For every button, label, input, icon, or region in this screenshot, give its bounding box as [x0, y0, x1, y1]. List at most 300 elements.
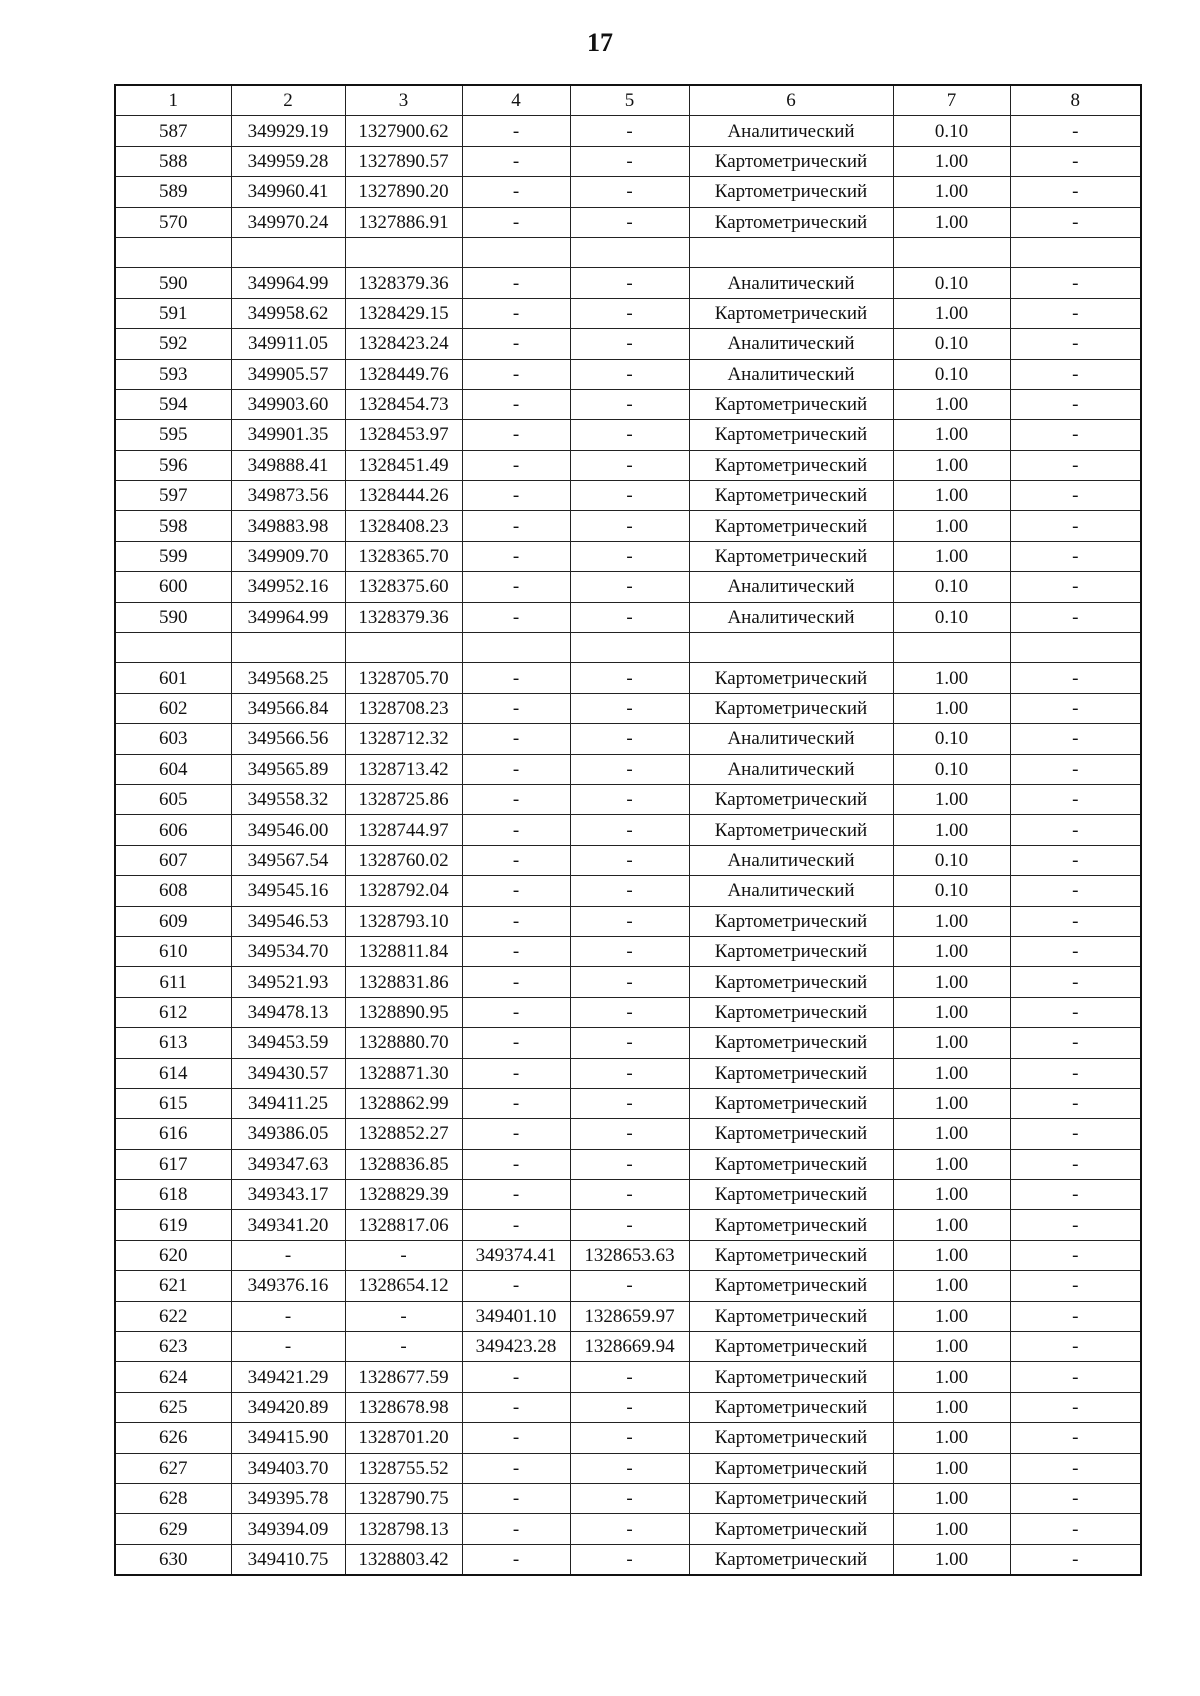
- table-cell-col-6: Картометрический: [689, 1514, 893, 1544]
- table-cell-col-3: 1328677.59: [345, 1362, 462, 1392]
- table-cell-col-6: Картометрический: [689, 1483, 893, 1513]
- table-cell-col-5: -: [570, 541, 689, 571]
- table-cell-col-4: -: [462, 389, 570, 419]
- table-cell-col-6: Аналитический: [689, 602, 893, 632]
- table-cell-col-7: 1.00: [893, 389, 1010, 419]
- table-cell-col-7: 1.00: [893, 693, 1010, 723]
- table-row: [115, 268, 1141, 298]
- table-cell-col-4: 349374.41: [462, 1240, 570, 1270]
- table-cell-col-4: -: [462, 663, 570, 693]
- table-row: [115, 693, 1141, 723]
- table-cell-col-5: -: [570, 997, 689, 1027]
- table-cell-col-4: -: [462, 450, 570, 480]
- table-cell-col-6: Картометрический: [689, 541, 893, 571]
- table-cell-col-6: Картометрический: [689, 511, 893, 541]
- table-cell-col-5: -: [570, 1544, 689, 1575]
- column-header-5: 5: [570, 85, 689, 116]
- table-row: [115, 754, 1141, 784]
- table-cell-col-7: 1.00: [893, 997, 1010, 1027]
- table-cell-col-6: Картометрический: [689, 1058, 893, 1088]
- table-cell-col-2: 349565.89: [231, 754, 345, 784]
- table-cell-col-8: -: [1010, 1119, 1141, 1149]
- table-cell-col-6: Картометрический: [689, 1423, 893, 1453]
- table-cell-col-2: 349911.05: [231, 329, 345, 359]
- table-cell-col-4: -: [462, 1544, 570, 1575]
- table-cell-col-2: 349341.20: [231, 1210, 345, 1240]
- table-cell-col-1: [115, 237, 231, 267]
- table-cell-col-2: 349929.19: [231, 116, 345, 146]
- table-cell-col-6: Картометрический: [689, 450, 893, 480]
- table-cell-col-8: -: [1010, 997, 1141, 1027]
- table-cell-col-4: 349401.10: [462, 1301, 570, 1331]
- table-row: [115, 936, 1141, 966]
- table-row: [115, 1453, 1141, 1483]
- table-cell-col-2: 349873.56: [231, 481, 345, 511]
- table-cell-col-1: 625: [115, 1392, 231, 1422]
- table-cell-col-7: 1.00: [893, 450, 1010, 480]
- table-cell-col-3: 1327900.62: [345, 116, 462, 146]
- table-cell-col-1: 623: [115, 1332, 231, 1362]
- table-cell-col-1: 613: [115, 1028, 231, 1058]
- table-cell-col-3: 1328379.36: [345, 602, 462, 632]
- table-cell-col-1: 617: [115, 1149, 231, 1179]
- table-cell-col-4: -: [462, 268, 570, 298]
- table-cell-col-1: 590: [115, 268, 231, 298]
- column-header-7: 7: [893, 85, 1010, 116]
- table-cell-col-2: -: [231, 1240, 345, 1270]
- column-header-2: 2: [231, 85, 345, 116]
- table-cell-col-4: -: [462, 997, 570, 1027]
- table-cell-col-3: 1328451.49: [345, 450, 462, 480]
- column-header-3: 3: [345, 85, 462, 116]
- table-cell-col-7: 1.00: [893, 1058, 1010, 1088]
- table-cell-col-5: -: [570, 876, 689, 906]
- table-cell-col-1: 611: [115, 967, 231, 997]
- table-cell-col-5: -: [570, 389, 689, 419]
- table-cell-col-2: 349347.63: [231, 1149, 345, 1179]
- table-row: [115, 177, 1141, 207]
- table-cell-col-5: -: [570, 1514, 689, 1544]
- table-cell-col-5: -: [570, 1028, 689, 1058]
- table-cell-col-8: -: [1010, 1362, 1141, 1392]
- table-row: [115, 359, 1141, 389]
- table-cell-col-1: 628: [115, 1483, 231, 1513]
- table-cell-col-1: 629: [115, 1514, 231, 1544]
- table-cell-col-8: -: [1010, 876, 1141, 906]
- table-cell-col-1: 601: [115, 663, 231, 693]
- table-cell-col-4: -: [462, 420, 570, 450]
- table-cell-col-1: 612: [115, 997, 231, 1027]
- table-row: [115, 602, 1141, 632]
- table-cell-col-8: -: [1010, 1028, 1141, 1058]
- table-cell-col-4: -: [462, 845, 570, 875]
- column-header-6: 6: [689, 85, 893, 116]
- table-cell-col-4: -: [462, 146, 570, 176]
- separator-row: [115, 237, 1141, 267]
- table-cell-col-7: 0.10: [893, 572, 1010, 602]
- table-row: [115, 450, 1141, 480]
- table-row: [115, 420, 1141, 450]
- table-cell-col-6: Картометрический: [689, 693, 893, 723]
- table-cell-col-1: 593: [115, 359, 231, 389]
- page-number: 17: [587, 28, 613, 57]
- table-cell-col-7: 1.00: [893, 1392, 1010, 1422]
- table-cell-col-6: Картометрический: [689, 1544, 893, 1575]
- table-row: [115, 1423, 1141, 1453]
- table-cell-col-2: 349959.28: [231, 146, 345, 176]
- table-cell-col-2: 349958.62: [231, 298, 345, 328]
- table-cell-col-2: 349546.53: [231, 906, 345, 936]
- table-cell-col-5: -: [570, 602, 689, 632]
- table-cell-col-2: 349521.93: [231, 967, 345, 997]
- table-row: [115, 1332, 1141, 1362]
- table-cell-col-7: 1.00: [893, 146, 1010, 176]
- table-cell-col-7: [893, 237, 1010, 267]
- table-cell-col-1: 588: [115, 146, 231, 176]
- table-cell-col-3: -: [345, 1240, 462, 1270]
- table-row: [115, 1240, 1141, 1270]
- table-cell-col-5: -: [570, 906, 689, 936]
- table-row: [115, 329, 1141, 359]
- table-row: [115, 1544, 1141, 1575]
- table-cell-col-3: 1328744.97: [345, 815, 462, 845]
- column-header-4: 4: [462, 85, 570, 116]
- table-row: [115, 906, 1141, 936]
- table-cell-col-4: -: [462, 1119, 570, 1149]
- table-cell-col-7: [893, 633, 1010, 663]
- table-cell-col-8: -: [1010, 1240, 1141, 1270]
- table-cell-col-3: 1328375.60: [345, 572, 462, 602]
- table-cell-col-3: 1328871.30: [345, 1058, 462, 1088]
- table-cell-col-6: Картометрический: [689, 906, 893, 936]
- table-cell-col-8: -: [1010, 845, 1141, 875]
- table-cell-col-4: -: [462, 1028, 570, 1058]
- table-cell-col-6: Картометрический: [689, 936, 893, 966]
- table-cell-col-3: 1328890.95: [345, 997, 462, 1027]
- table-cell-col-1: 606: [115, 815, 231, 845]
- table-row: [115, 876, 1141, 906]
- table-row: [115, 815, 1141, 845]
- table-cell-col-8: -: [1010, 1423, 1141, 1453]
- table-cell-col-2: 349411.25: [231, 1088, 345, 1118]
- table-cell-col-7: 1.00: [893, 784, 1010, 814]
- table-cell-col-2: 349905.57: [231, 359, 345, 389]
- table-cell-col-3: 1327890.57: [345, 146, 462, 176]
- table-cell-col-7: 0.10: [893, 602, 1010, 632]
- table-cell-col-5: -: [570, 1088, 689, 1118]
- table-cell-col-3: 1328792.04: [345, 876, 462, 906]
- table-cell-col-1: 614: [115, 1058, 231, 1088]
- table-cell-col-6: Картометрический: [689, 1332, 893, 1362]
- table-cell-col-2: 349909.70: [231, 541, 345, 571]
- table-cell-col-6: Аналитический: [689, 876, 893, 906]
- table-cell-col-6: Картометрический: [689, 177, 893, 207]
- table-cell-col-3: 1328712.32: [345, 724, 462, 754]
- table-cell-col-8: -: [1010, 815, 1141, 845]
- table-cell-col-3: 1328798.13: [345, 1514, 462, 1544]
- table-cell-col-8: -: [1010, 511, 1141, 541]
- table-cell-col-4: 349423.28: [462, 1332, 570, 1362]
- table-cell-col-4: -: [462, 1180, 570, 1210]
- table-cell-col-8: -: [1010, 967, 1141, 997]
- table-cell-col-7: 1.00: [893, 1544, 1010, 1575]
- table-cell-col-4: -: [462, 906, 570, 936]
- table-cell-col-2: 349888.41: [231, 450, 345, 480]
- table-cell-col-1: 626: [115, 1423, 231, 1453]
- table-cell-col-3: 1327886.91: [345, 207, 462, 237]
- table-cell-col-4: -: [462, 1453, 570, 1483]
- table-cell-col-4: -: [462, 207, 570, 237]
- table-cell-col-4: -: [462, 1362, 570, 1392]
- table-cell-col-2: 349534.70: [231, 936, 345, 966]
- table-cell-col-8: -: [1010, 481, 1141, 511]
- table-cell-col-3: 1328708.23: [345, 693, 462, 723]
- table-cell-col-2: 349545.16: [231, 876, 345, 906]
- table-cell-col-6: Картометрический: [689, 1271, 893, 1301]
- table-cell-col-8: -: [1010, 1483, 1141, 1513]
- table-cell-col-6: Картометрический: [689, 481, 893, 511]
- table-cell-col-3: -: [345, 1301, 462, 1331]
- table-cell-col-5: -: [570, 1058, 689, 1088]
- table-cell-col-8: -: [1010, 359, 1141, 389]
- table-cell-col-7: 1.00: [893, 936, 1010, 966]
- table-row: [115, 997, 1141, 1027]
- table-cell-col-8: [1010, 633, 1141, 663]
- table-cell-col-4: [462, 633, 570, 663]
- table-cell-col-1: 630: [115, 1544, 231, 1575]
- table-cell-col-7: 1.00: [893, 1149, 1010, 1179]
- table-row: [115, 1362, 1141, 1392]
- table-row: [115, 298, 1141, 328]
- table-cell-col-3: 1328831.86: [345, 967, 462, 997]
- table-cell-col-6: [689, 633, 893, 663]
- table-cell-col-4: -: [462, 1149, 570, 1179]
- table-cell-col-7: 1.00: [893, 177, 1010, 207]
- table-cell-col-8: -: [1010, 1058, 1141, 1088]
- table-cell-col-2: 349964.99: [231, 268, 345, 298]
- table-cell-col-8: -: [1010, 1544, 1141, 1575]
- table-cell-col-5: 1328659.97: [570, 1301, 689, 1331]
- table-cell-col-5: -: [570, 1423, 689, 1453]
- table-cell-col-1: 621: [115, 1271, 231, 1301]
- table-cell-col-4: -: [462, 511, 570, 541]
- table-cell-col-5: -: [570, 1210, 689, 1240]
- table-row: [115, 724, 1141, 754]
- table-cell-col-5: -: [570, 177, 689, 207]
- table-cell-col-4: -: [462, 724, 570, 754]
- table-cell-col-6: Аналитический: [689, 754, 893, 784]
- table-row: [115, 1058, 1141, 1088]
- table-cell-col-8: -: [1010, 177, 1141, 207]
- table-cell-col-8: -: [1010, 572, 1141, 602]
- table-cell-col-7: 1.00: [893, 1028, 1010, 1058]
- table-row: [115, 967, 1141, 997]
- table-cell-col-3: 1328811.84: [345, 936, 462, 966]
- table-cell-col-1: 589: [115, 177, 231, 207]
- table-cell-col-6: Картометрический: [689, 1362, 893, 1392]
- table-cell-col-7: 1.00: [893, 1514, 1010, 1544]
- table-cell-col-7: 1.00: [893, 815, 1010, 845]
- table-cell-col-3: 1328836.85: [345, 1149, 462, 1179]
- table-cell-col-5: -: [570, 207, 689, 237]
- table-cell-col-3: 1328817.06: [345, 1210, 462, 1240]
- table-cell-col-1: 590: [115, 602, 231, 632]
- table-cell-col-2: 349960.41: [231, 177, 345, 207]
- table-cell-col-6: Картометрический: [689, 1149, 893, 1179]
- table-cell-col-5: -: [570, 754, 689, 784]
- table-cell-col-3: 1328365.70: [345, 541, 462, 571]
- table-cell-col-3: 1328449.76: [345, 359, 462, 389]
- table-cell-col-4: -: [462, 784, 570, 814]
- table-cell-col-8: -: [1010, 116, 1141, 146]
- table-cell-col-5: -: [570, 845, 689, 875]
- table-cell-col-6: Картометрический: [689, 207, 893, 237]
- table-cell-col-2: -: [231, 1301, 345, 1331]
- table-row: [115, 1088, 1141, 1118]
- table-row: [115, 541, 1141, 571]
- table-cell-col-7: 1.00: [893, 1362, 1010, 1392]
- table-row: [115, 784, 1141, 814]
- table-cell-col-7: 0.10: [893, 876, 1010, 906]
- table-row: [115, 389, 1141, 419]
- table-cell-col-4: -: [462, 1423, 570, 1453]
- table-cell-col-1: 594: [115, 389, 231, 419]
- table-cell-col-8: -: [1010, 1210, 1141, 1240]
- table-cell-col-8: -: [1010, 1392, 1141, 1422]
- table-cell-col-5: -: [570, 1483, 689, 1513]
- table-cell-col-8: -: [1010, 207, 1141, 237]
- table-row: [115, 1392, 1141, 1422]
- table-cell-col-7: 1.00: [893, 298, 1010, 328]
- table-cell-col-7: 1.00: [893, 541, 1010, 571]
- table-cell-col-5: -: [570, 936, 689, 966]
- table-cell-col-3: 1328705.70: [345, 663, 462, 693]
- table-row: [115, 146, 1141, 176]
- table-cell-col-1: 610: [115, 936, 231, 966]
- table-cell-col-1: 616: [115, 1119, 231, 1149]
- table-cell-col-2: 349883.98: [231, 511, 345, 541]
- table-cell-col-2: 349421.29: [231, 1362, 345, 1392]
- table-row: [115, 845, 1141, 875]
- table-cell-col-2: 349568.25: [231, 663, 345, 693]
- table-cell-col-4: [462, 237, 570, 267]
- table-row: [115, 207, 1141, 237]
- table-cell-col-1: 622: [115, 1301, 231, 1331]
- table-cell-col-5: -: [570, 724, 689, 754]
- table-cell-col-2: 349410.75: [231, 1544, 345, 1575]
- separator-row: [115, 633, 1141, 663]
- table-cell-col-3: 1328379.36: [345, 268, 462, 298]
- table-cell-col-3: 1328760.02: [345, 845, 462, 875]
- table-body: [115, 116, 1141, 1575]
- table-cell-col-3: 1328790.75: [345, 1483, 462, 1513]
- table-cell-col-5: [570, 633, 689, 663]
- table-cell-col-8: -: [1010, 1180, 1141, 1210]
- table-cell-col-7: 0.10: [893, 754, 1010, 784]
- coordinates-table: [114, 84, 1142, 1576]
- table-cell-col-5: -: [570, 329, 689, 359]
- table-row: [115, 1210, 1141, 1240]
- table-cell-col-6: Картометрический: [689, 1392, 893, 1422]
- table-cell-col-5: 1328669.94: [570, 1332, 689, 1362]
- table-cell-col-7: 1.00: [893, 1301, 1010, 1331]
- table-cell-col-4: -: [462, 1271, 570, 1301]
- table-cell-col-2: 349903.60: [231, 389, 345, 419]
- table-cell-col-8: -: [1010, 146, 1141, 176]
- table-cell-col-1: 609: [115, 906, 231, 936]
- table-cell-col-5: -: [570, 1119, 689, 1149]
- table-cell-col-4: -: [462, 572, 570, 602]
- table-cell-col-2: 349952.16: [231, 572, 345, 602]
- table-cell-col-6: Картометрический: [689, 1240, 893, 1270]
- table-cell-col-7: 1.00: [893, 1180, 1010, 1210]
- table-cell-col-2: 349566.84: [231, 693, 345, 723]
- table-cell-col-7: 1.00: [893, 1240, 1010, 1270]
- table-cell-col-7: 0.10: [893, 724, 1010, 754]
- table-cell-col-6: Картометрический: [689, 298, 893, 328]
- table-cell-col-1: 587: [115, 116, 231, 146]
- table-cell-col-6: Картометрический: [689, 1028, 893, 1058]
- table-cell-col-5: -: [570, 298, 689, 328]
- table-cell-col-5: -: [570, 450, 689, 480]
- table-row: [115, 481, 1141, 511]
- table-cell-col-8: -: [1010, 1271, 1141, 1301]
- table-cell-col-7: 1.00: [893, 1453, 1010, 1483]
- table-cell-col-7: 1.00: [893, 906, 1010, 936]
- table-cell-col-5: -: [570, 693, 689, 723]
- table-cell-col-2: [231, 237, 345, 267]
- table-cell-col-5: -: [570, 481, 689, 511]
- table-row: [115, 1301, 1141, 1331]
- table-cell-col-2: -: [231, 1332, 345, 1362]
- table-cell-col-4: -: [462, 967, 570, 997]
- table-cell-col-1: 597: [115, 481, 231, 511]
- table-cell-col-3: 1328725.86: [345, 784, 462, 814]
- table-cell-col-1: 615: [115, 1088, 231, 1118]
- table-cell-col-3: 1328701.20: [345, 1423, 462, 1453]
- table-cell-col-2: 349558.32: [231, 784, 345, 814]
- table-cell-col-4: -: [462, 329, 570, 359]
- table-row: [115, 116, 1141, 146]
- table-cell-col-6: Аналитический: [689, 845, 893, 875]
- table-cell-col-7: 1.00: [893, 511, 1010, 541]
- table-cell-col-5: -: [570, 967, 689, 997]
- table-cell-col-8: -: [1010, 1301, 1141, 1331]
- table-cell-col-6: Картометрический: [689, 663, 893, 693]
- table-cell-col-8: -: [1010, 420, 1141, 450]
- table-cell-col-2: 349546.00: [231, 815, 345, 845]
- table-row: [115, 572, 1141, 602]
- table-cell-col-2: [231, 633, 345, 663]
- table-cell-col-7: 1.00: [893, 207, 1010, 237]
- table-cell-col-6: Аналитический: [689, 268, 893, 298]
- table-cell-col-7: 1.00: [893, 1119, 1010, 1149]
- table-cell-col-7: 1.00: [893, 663, 1010, 693]
- table-cell-col-3: 1328654.12: [345, 1271, 462, 1301]
- table-cell-col-1: 603: [115, 724, 231, 754]
- table-cell-col-1: 591: [115, 298, 231, 328]
- table-cell-col-6: Аналитический: [689, 329, 893, 359]
- table-cell-col-3: 1328678.98: [345, 1392, 462, 1422]
- table-cell-col-8: -: [1010, 784, 1141, 814]
- table-cell-col-5: -: [570, 511, 689, 541]
- table-cell-col-7: 0.10: [893, 845, 1010, 875]
- table-cell-col-6: [689, 237, 893, 267]
- table-cell-col-8: -: [1010, 389, 1141, 419]
- table-cell-col-6: Картометрический: [689, 1210, 893, 1240]
- table-cell-col-7: 1.00: [893, 1332, 1010, 1362]
- table-cell-col-1: 620: [115, 1240, 231, 1270]
